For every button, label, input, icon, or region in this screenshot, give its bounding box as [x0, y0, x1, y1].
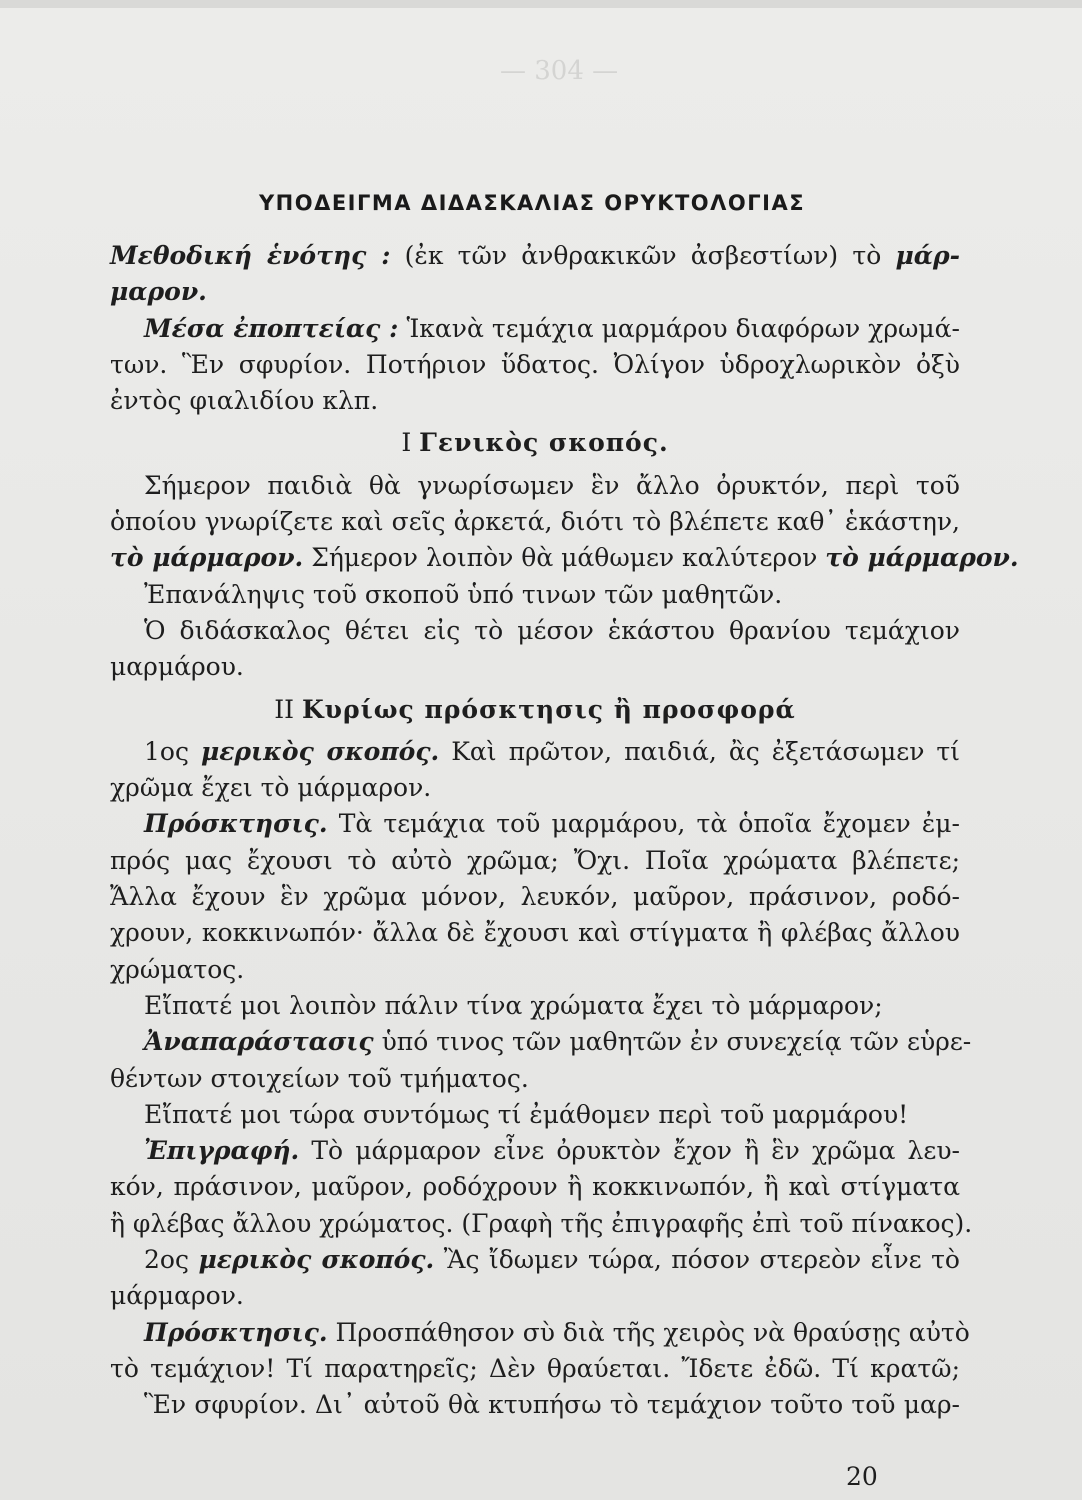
mesa-label: Μέσα ἐποπτείας : [144, 313, 399, 343]
methodiki-label: Μεθοδική ἑνότης : [110, 241, 391, 270]
page-heading: ΥΠΟΔΕΙΓΜΑ ΔΙΔΑΣΚΑΛΙΑΣ ΟΡΥΚΤΟΛΟΓΙΑΣ [258, 191, 806, 215]
methodiki-line: Μεθοδική ἑνότης : (ἐκ τῶν ἀνθρακικῶν ἀσβεστίων) τὸ μάρ- [110, 241, 961, 270]
body-text: Μεθοδική ἑνότης : (ἐκ τῶν ἀνθρακικῶν ἀσβεστίων) τὸ μάρ- μαρον. Μέσα ἐποπτείας : Ἱκανὰ τεμάχια μαρμάρου διαφόρων χρωμά- των. Ἓν σφυρίον. Ποτήριον ὕδατος. Ὀλίγον ὑδροχλωρικὸν ὀξὺ ἐντὸς φιαλιδίου κλπ. Ι Γενικὸς σκοπός. Σήμερον παιδιὰ θὰ γνωρίσωμεν ἓν ἄλλο ὀρυκτόν, περὶ τοῦ ὁποίου γνωρίζετε καὶ σεῖς ἀρκετά, διότι τὸ βλέπετε καθ᾽ ἑκάστην, τὸ μάρμαρον. Σήμερον λοιπὸν θὰ μάθωμεν καλύτερον τὸ μάρμαρον. Ἐπανάληψις τοῦ σκοποῦ ὑπό τινων τῶν μαθητῶν. Ὁ διδάσκαλος θέτει εἰς τὸ μέσον ἑκάστου θρανίου τεμάχιον μαρμάρου. ΙΙ Κυρίως πρόσκτησις ἢ προσφορά 1ος μερικὸς σκοπός. Καὶ πρῶτον, παιδιά, ἂς ἐξετάσωμεν τί χρῶμα ἔχει τὸ μάρμαρον. Πρόσκτησις. Τὰ τεμάχια τοῦ μαρμάρου, τὰ ὁποῖα ἔχομεν ἐμ- πρός μας ἔχουσι τὸ αὐτὸ χρῶμα; Ὄχι. Ποῖα χρώματα βλέπετε; Ἄλλα ἔχουν ἓν χρῶμα μόνον, λευκόν, μαῦρον, πράσινον, ροδό- χρουν, κοκκινωπόν· ἄλλα δὲ ἔχουσι καὶ στίγματα ἢ φλέβας ἄλλου χρώματος. Εἴπατέ μοι λοιπὸν πάλιν τίνα χρώματα ἔχει τὸ μάρμαρον; Ἀναπαράστασις ὑπό τινος τῶν μαθητῶν ἐν συνεχείᾳ τῶν εὑρε- θέντων στοιχείων τοῦ τμήματος. Εἴπατέ μοι τώρα συντόμως τί ἐμάθομεν περὶ τοῦ μαρμάρου! Ἐπιγραφή. Τὸ μάρμαρον εἶνε ὀρυκτὸν ἔχον ἢ ἓν χρῶμα λευ- κόν, πράσινον, μαῦρον, ροδόχρουν ἢ κοκκινωπόν, ἢ καὶ στίγματα ἢ φλέβας ἄλλου χρώματος. (Γραφὴ τῆς ἐπιγραφῆς ἐπὶ τοῦ πίνακος). 2ος μερικὸς σκοπός. Ἂς ἴδωμεν τώρα, πόσον στερεὸν εἶνε τὸ μάρμαρον. Πρόσκτησις. Προσπάθησον σὺ διὰ τῆς χειρὸς νὰ θραύσῃς αὐτὸ τὸ τεμάχιον! Τί παρατηρεῖς; Δὲν θραύεται. Ἴδετε ἐδῶ. Τί κρατῶ; Ἓν σφυρίον. Δι᾽ αὐτοῦ θὰ κτυπήσω τὸ τεμάχιον τοῦτο τοῦ μαρ- [110, 238, 960, 1424]
bleed-through-page-number: — 304 — [500, 56, 619, 86]
section-2-title: ΙΙ Κυρίως πρόσκτησις ἢ προσφορά [274, 694, 796, 724]
mesa-line: Μέσα ἐποπτείας : Ἱκανὰ τεμάχια μαρμάρου διαφόρων χρωμά- [144, 313, 960, 343]
page-number: 20 [846, 1462, 878, 1491]
page-top-edge [0, 0, 1082, 8]
section-1-title: Ι Γενικὸς σκοπός. [401, 428, 669, 458]
